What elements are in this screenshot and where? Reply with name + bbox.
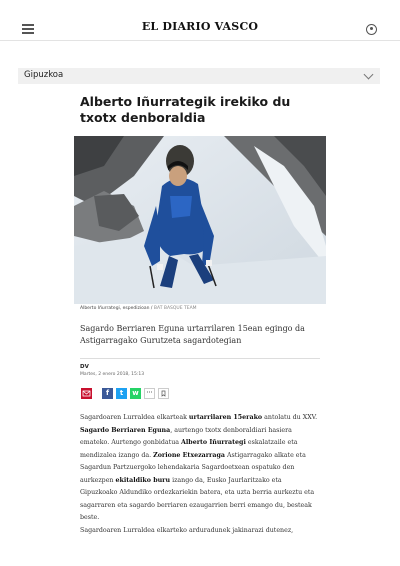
bold-text: Sagardo Berriaren Eguna [80, 426, 171, 434]
article-date: Martes, 2 enero 2018, 15:13 [80, 372, 145, 377]
bold-text: Zorione Etxezarraga [153, 451, 225, 459]
article-subtitle: Sagardo Berriaren Eguna urtarrilaren 15ean egingo da Astigarragako Gurutzeta sagardotegian [80, 324, 305, 345]
twitter-share-button[interactable]: t [116, 388, 127, 399]
user-icon[interactable] [366, 24, 377, 35]
text-run: , aurtengo txotx denboraldiari hasiera emateko. Aurtengo gonbidatua [80, 426, 292, 446]
article-paragraph [80, 412, 320, 525]
photo-caption: Alberto Iñurrategi, espedizioan / BAT BASQUE TEAM [80, 306, 197, 311]
bold-text: urtarrilaren 15erako [188, 414, 263, 421]
article-title: Alberto Iñurrategik irekiko du txotx denboraldia [80, 94, 291, 125]
site-logo[interactable]: EL DIARIO VASCO [141, 20, 259, 33]
text-run: izango da, Eusko Jaurlaritzako eta Gipuzkoako Aldundiko ordezkariekin batera, eta uzta berria aurkeztu eta sagarraren eta sagardo berriaren ezaugarrien berri emango du, besteak beste. [80, 476, 315, 521]
article-paragraph: Sagardoaren Lurraldea elkarteko arduradunek jakinarazi dutenez, [80, 527, 294, 534]
bookmark-icon[interactable] [158, 388, 169, 399]
chevron-down-icon [364, 70, 374, 80]
article-author[interactable]: DV [80, 364, 89, 370]
text-run: Astigarragako alkate eta Sagardun Partzuergoko lehendakaria Sagardoetxean ospatuko den aurkezpen [80, 451, 306, 484]
caption-text: Alberto Iñurrategi, espedizioan [80, 306, 150, 311]
section-label: Gipuzkoa [24, 70, 64, 80]
email-icon[interactable] [81, 388, 92, 399]
bold-text: Alberto Iñurrategi [181, 439, 246, 446]
text-run: antolatu du XXV. [262, 414, 318, 421]
article-photo [74, 136, 326, 304]
whatsapp-share-button[interactable]: w [130, 388, 141, 399]
divider [80, 358, 320, 359]
text-run: eskalatzaile eta mendizalea izango da. [80, 439, 298, 459]
climber-photo [74, 136, 326, 304]
facebook-share-button[interactable]: f [102, 388, 113, 399]
section-dropdown[interactable] [18, 68, 380, 84]
bold-text: ekitaldiko buru [115, 476, 171, 484]
more-share-button[interactable]: ··· [144, 388, 155, 399]
text-run: Sagardoaren Lurraldea elkarteak [80, 414, 189, 421]
caption-credit: BAT BASQUE TEAM [153, 306, 197, 311]
site-header [0, 0, 400, 41]
